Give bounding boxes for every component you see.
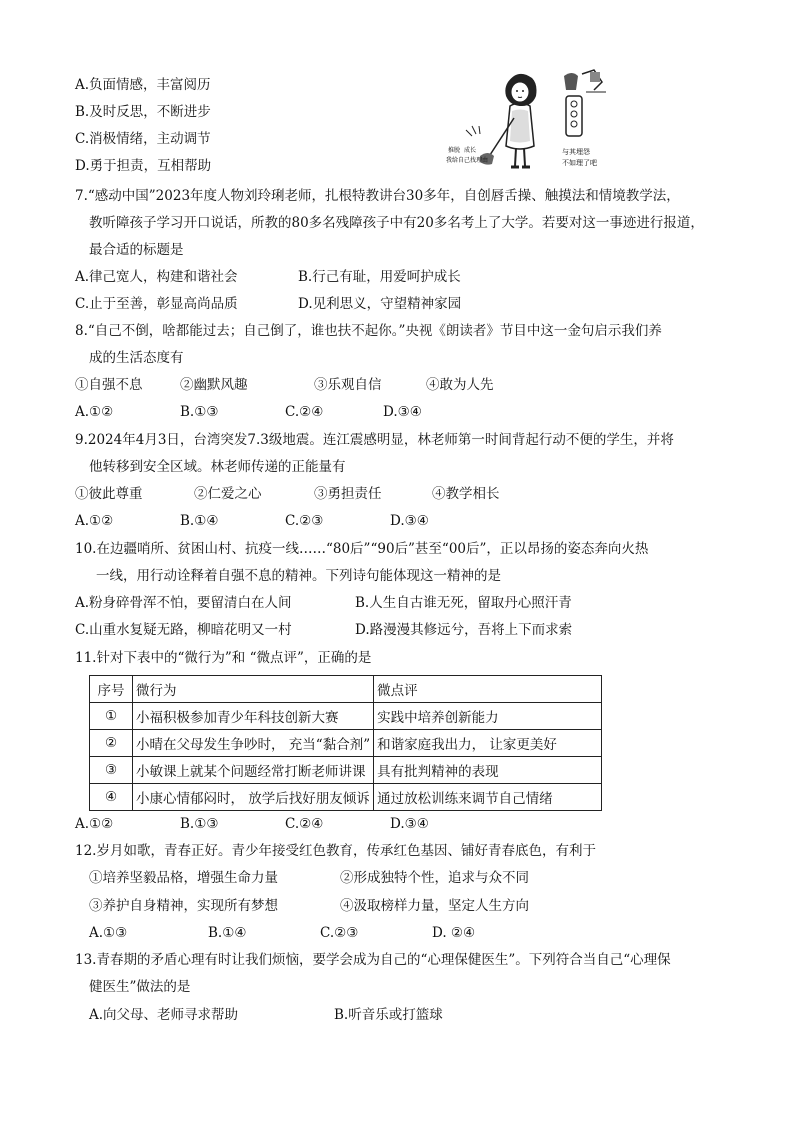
- q7-stem-line-3: 最合适的标题是: [89, 242, 184, 258]
- q6-option-b: B.及时反思，不断进步: [75, 104, 211, 120]
- q9-item-1: ①彼此尊重: [75, 486, 143, 502]
- q7-option-a: A.律己宽人，构建和谐社会: [75, 269, 238, 285]
- micro-behavior-table: [89, 675, 602, 811]
- q8-stem-line-1: 8.“自己不倒，啥都能过去；自己倒了，谁也扶不起你。”央视《朗读者》节目中这一金句启示我们养: [75, 323, 662, 339]
- q7-stem-line-2: 教听障孩子学习开口说话，所教的80多名残障孩子中有20多名考上了大学。若要对这一事迹进行报道，: [89, 215, 704, 231]
- q9-stem-line-2: 他转移到安全区域。林老师传递的正能量有: [89, 459, 346, 475]
- header-behavior: 微行为: [133, 676, 374, 703]
- q9-option-a: A.①②: [75, 513, 114, 529]
- q8-option-b: B.①③: [180, 404, 219, 420]
- table-header-row: [90, 676, 602, 703]
- q11-option-c: C.②④: [285, 816, 324, 832]
- cartoon-right-text-2: 不如理了吧: [562, 159, 597, 167]
- q8-option-d: D.③④: [383, 404, 422, 420]
- q9-stem-line-1: 9.2024年4月3日，台湾突发7.3级地震。连江震感明显，林老师第一时间背起行动不便的学生，并将: [75, 432, 674, 448]
- cartoon-right-text-1: 与其埋怨: [562, 148, 590, 156]
- q10-stem-line-1: 10.在边疆哨所、贫困山村、抗疫一线……“80后”“90后”甚至“00后”，正以昂扬的姿态奔向火热: [75, 541, 649, 557]
- q6-option-c: C.消极情绪，主动调节: [75, 131, 211, 147]
- header-index: 序号: [90, 676, 133, 703]
- q6-option-d: D.勇于担责，互相帮助: [75, 158, 212, 174]
- q7-option-c: C.止于至善，彰显高尚品质: [75, 296, 238, 312]
- row-comment: 和谐家庭我出力， 让家更美好: [374, 730, 602, 757]
- q8-item-4: ④敢为人先: [426, 377, 494, 393]
- row-comment: 具有批判精神的表现: [374, 757, 602, 784]
- cartoon-left-text-2: 成长: [464, 147, 477, 154]
- q6-option-a: A.负面情感，丰富阅历: [75, 77, 211, 93]
- q12-item-3: ③养护自身精神，实现所有梦想: [89, 898, 278, 914]
- q10-option-d: D.路漫漫其修远兮，吾将上下而求索: [355, 622, 573, 638]
- cartoon-illustration: [436, 66, 616, 176]
- cartoon-left-text-1: 推脱: [448, 147, 461, 154]
- q10-option-b: B.人生自古谁无死，留取丹心照汗青: [355, 595, 572, 611]
- q13-option-b: B.听音乐或打篮球: [334, 1007, 443, 1023]
- q12-stem: 12.岁月如歌，青春正好。青少年接受红色教育，传承红色基因、铺好青春底色，有利于: [75, 843, 596, 859]
- header-comment: 微点评: [374, 676, 602, 703]
- q10-stem-line-2: 一线，用行动诠释着自强不息的精神。下列诗句能体现这一精神的是: [96, 568, 501, 584]
- q7-option-d: D.见利思义，守望精神家园: [298, 296, 462, 312]
- row-comment: 通过放松训练来调节自己情绪: [374, 784, 602, 811]
- row-index: ③: [90, 757, 133, 784]
- q11-stem: 11.针对下表中的“微行为”和 “微点评”，正确的是: [75, 650, 372, 666]
- q11-option-d: D.③④: [390, 816, 429, 832]
- q10-option-a: A.粉身碎骨浑不怕，要留清白在人间: [75, 595, 292, 611]
- q11-option-a: A.①②: [75, 816, 114, 832]
- q7-option-b: B.行己有耻，用爱呵护成长: [298, 269, 461, 285]
- q12-option-d: D. ②④: [432, 925, 476, 941]
- row-behavior: 小康心情郁闷时， 放学后找好朋友倾诉: [133, 784, 374, 811]
- q12-item-1: ①培养坚毅品格，增强生命力量: [89, 870, 278, 886]
- row-index: ④: [90, 784, 133, 811]
- q11-option-b: B.①③: [180, 816, 219, 832]
- q12-option-c: C.②③: [320, 925, 359, 941]
- q8-item-2: ②幽默风趣: [180, 377, 248, 393]
- q8-stem-line-2: 成的生活态度有: [89, 350, 184, 366]
- table-row: [90, 784, 602, 811]
- q8-item-1: ①自强不息: [75, 377, 143, 393]
- q9-option-c: C.②③: [285, 513, 324, 529]
- table-row: [90, 757, 602, 784]
- row-comment: 实践中培养创新能力: [374, 703, 602, 730]
- q9-item-2: ②仁爱之心: [194, 486, 262, 502]
- table-row: [90, 730, 602, 757]
- q9-item-4: ④教学相长: [432, 486, 500, 502]
- q9-item-3: ③勇担责任: [314, 486, 382, 502]
- q9-option-b: B.①④: [180, 513, 219, 529]
- q13-stem-line-1: 13.青春期的矛盾心理有时让我们烦恼，要学会成为自己的“心理保健医生”。下列符合当自己“心理保: [75, 952, 671, 968]
- q8-option-a: A.①②: [75, 404, 114, 420]
- row-behavior: 小晴在父母发生争吵时， 充当“黏合剂”: [133, 730, 374, 757]
- q10-option-c: C.山重水复疑无路，柳暗花明又一村: [75, 622, 292, 638]
- q8-option-c: C.②④: [285, 404, 324, 420]
- q9-option-d: D.③④: [390, 513, 429, 529]
- cartoon-left-text-3: 我给自己找理由: [446, 157, 489, 164]
- row-behavior: 小敏课上就某个问题经常打断老师讲课: [133, 757, 374, 784]
- q13-option-a: A.向父母、老师寻求帮助: [89, 1007, 239, 1023]
- q12-item-2: ②形成独特个性，追求与众不同: [340, 870, 529, 886]
- q12-option-b: B.①④: [208, 925, 247, 941]
- table-row: [90, 703, 602, 730]
- q7-stem-line-1: 7.“感动中国”2023年度人物刘玲琍老师，扎根特教讲台30多年，自创唇舌操、触摸法和情境教学法，: [75, 188, 680, 204]
- q13-stem-line-2: 健医生”做法的是: [89, 979, 191, 995]
- q8-item-3: ③乐观自信: [314, 377, 382, 393]
- q12-option-a: A.①③: [89, 925, 128, 941]
- row-behavior: 小福积极参加青少年科技创新大赛: [133, 703, 374, 730]
- row-index: ①: [90, 703, 133, 730]
- q12-item-4: ④汲取榜样力量，坚定人生方向: [340, 898, 529, 914]
- row-index: ②: [90, 730, 133, 757]
